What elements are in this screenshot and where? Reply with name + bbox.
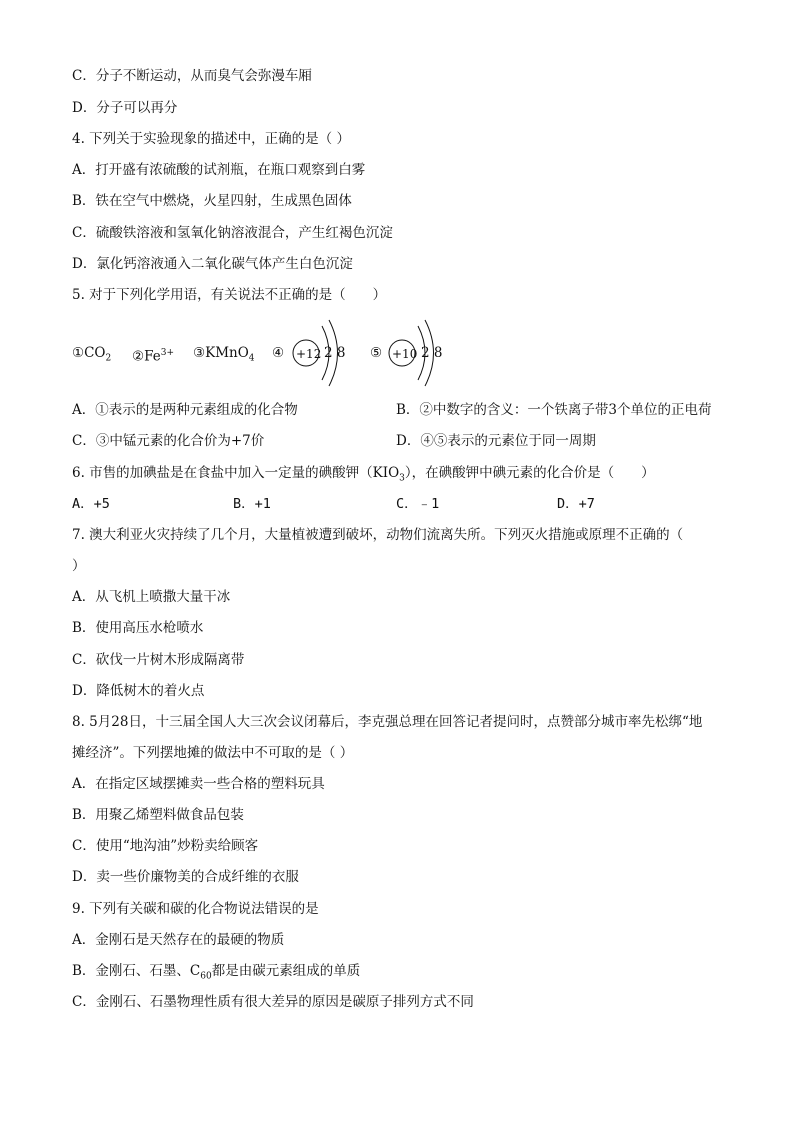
q4-option-d: D．氯化钙溶液通入二氧化碳气体产生白色沉淀 xyxy=(72,256,353,272)
q5-option-a: A．①表示的是两种元素组成的化合物 xyxy=(72,402,298,418)
q8-stem-line2: 摊经济”。下列摆地摊的做法中不可取的是（ ） xyxy=(72,745,354,761)
q8-option-b: B．用聚乙烯塑料做食品包装 xyxy=(72,807,244,823)
q5-symbol-2: $②Fe^{3+}$ xyxy=(132,348,175,365)
q6-option-a: A．+5 xyxy=(72,496,110,512)
q3-option-d: D．分子可以再分 xyxy=(72,100,178,116)
q4-stem: 4. 下列关于实验现象的描述中，正确的是（ ） xyxy=(72,131,350,147)
q7-option-a: A．从飞机上喷撒大量干冰 xyxy=(72,589,231,605)
q5-stem: 5. 对于下列化学用语，有关说法不正确的是（ ） xyxy=(72,287,387,303)
q7-stem-line1: 7. 澳大利亚火灾持续了几个月，大量植被遭到破坏，动物们流离失所。下列灭火措施或原理不正确的（ xyxy=(72,527,684,543)
q8-option-c: C．使用“地沟油”炒粉卖给顾客 xyxy=(72,838,259,854)
q5-atom-5-shells: 2 8 xyxy=(421,345,443,361)
q5-symbol-5-label: ⑤ xyxy=(370,345,383,361)
q5-option-b: B．②中数字的含义：一个铁离子带3个单位的正电荷 xyxy=(396,402,712,418)
q9-option-b: B．金刚石、石墨、$C_{60}$都是由碳元素组成的单质 xyxy=(72,963,361,982)
q9-option-a: A．金刚石是天然存在的最硬的物质 xyxy=(72,932,285,948)
q4-option-a: A．打开盛有浓硫酸的试剂瓶，在瓶口观察到白雾 xyxy=(72,162,366,178)
q8-option-a: A．在指定区域摆摊卖一些合格的塑料玩具 xyxy=(72,776,325,792)
q5-symbol-3: ③KMnO$_4$ xyxy=(193,345,255,364)
q8-stem-line1: 8. 5月28日，十三届全国人大三次会议闭幕后，李克强总理在回答记者提问时，点赞部分城市率先松绑“地 xyxy=(72,714,703,730)
q5-atom-5-nucleus: +10 xyxy=(392,347,418,361)
q5-option-c: C．③中锰元素的化合价为+7价 xyxy=(72,433,265,449)
q6-option-b: B．+1 xyxy=(233,496,271,512)
q4-option-b: B．铁在空气中燃烧，火星四射，生成黑色固体 xyxy=(72,193,352,209)
q5-atom-4-shells: 2 8 xyxy=(324,345,346,361)
q5-symbol-1: $①CO_2$ xyxy=(72,345,112,364)
q7-option-d: D．降低树木的着火点 xyxy=(72,683,205,699)
q4-option-c: C．硫酸铁溶液和氢氧化钠溶液混合，产生红褐色沉淀 xyxy=(72,225,393,241)
q6-option-d: D．+7 xyxy=(557,496,595,512)
q7-option-c: C．砍伐一片树木形成隔离带 xyxy=(72,652,245,668)
q9-option-c: C．金刚石、石墨物理性质有很大差异的原因是碳原子排列方式不同 xyxy=(72,994,474,1010)
q6-stem: 6. 市售的加碘盐是在食盐中加入一定量的碘酸钾$(KIO_3)$，在碘酸钾中碘元素的化合价是（ ） xyxy=(72,465,655,484)
q7-stem-line2: ） xyxy=(72,558,86,574)
q5-atom-structure-5 xyxy=(370,318,540,388)
q5-option-d: D．④⑤表示的元素位于同一周期 xyxy=(396,433,596,449)
q9-stem: 9. 下列有关碳和碳的化合物说法错误的是 xyxy=(72,901,319,917)
q7-option-b: B．使用高压水枪喷水 xyxy=(72,620,204,636)
q5-atom-4-nucleus: +12 xyxy=(296,347,322,361)
q3-option-c: C．分子不断运动，从而臭气会弥漫车厢 xyxy=(72,68,312,84)
q8-option-d: D．卖一些价廉物美的合成纤维的衣服 xyxy=(72,869,299,885)
q5-symbol-4-label: ④ xyxy=(272,345,285,361)
q6-option-c: C．﹣1 xyxy=(396,496,440,512)
